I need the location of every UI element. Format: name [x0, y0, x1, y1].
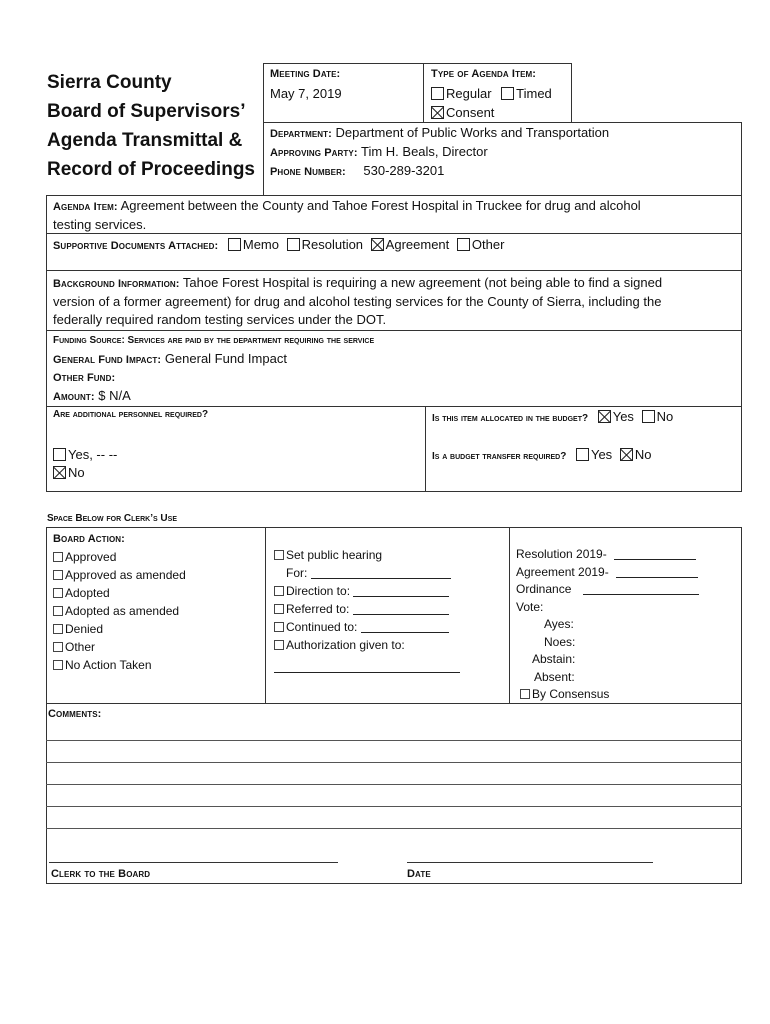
action-label: Other [65, 640, 96, 654]
action-label: Adopted [65, 586, 110, 600]
regular-label: Regular [446, 86, 492, 101]
divider [46, 330, 742, 331]
comment-line[interactable] [46, 784, 742, 785]
comment-line[interactable] [46, 740, 742, 741]
divider [46, 233, 742, 234]
approving-value[interactable]: Tim H. Beals, Director [361, 144, 488, 159]
clerk-signature-label: Clerk to the Board [51, 868, 151, 880]
budget-yes-checkbox[interactable] [598, 410, 611, 423]
authorization-field[interactable] [274, 661, 460, 673]
other-action-checkbox[interactable] [53, 642, 63, 652]
personnel-question: Are additional personnel required? [53, 409, 209, 420]
clerk-signature-line[interactable] [49, 862, 338, 863]
regular-checkbox[interactable] [431, 87, 444, 100]
funding-source-label: Funding Source: Services are paid by the department requiring the service [53, 335, 375, 346]
phone-value[interactable]: 530-289-3201 [363, 163, 445, 178]
department-label: Department: [270, 128, 332, 140]
transfer-question: Is a budget transfer required? [432, 451, 567, 462]
personnel-section [53, 409, 208, 420]
agreement-number-field[interactable] [616, 566, 698, 578]
comments-label: Comments: [48, 708, 102, 720]
vertical-divider [265, 527, 266, 703]
board-action-label: Board Action: [53, 533, 125, 545]
agreement-label: Agreement [385, 237, 450, 252]
adopted-checkbox[interactable] [53, 588, 63, 598]
referred-checkbox[interactable] [274, 604, 284, 614]
agreement-checkbox[interactable] [371, 238, 384, 251]
phone-label: Phone Number: [270, 166, 346, 178]
action-label: Denied [65, 622, 104, 636]
personnel-no-checkbox[interactable] [53, 466, 66, 479]
set-hearing-checkbox[interactable] [274, 550, 284, 560]
personnel-no-label: No [68, 465, 85, 480]
resolution-number-field[interactable] [614, 548, 696, 560]
vertical-divider [509, 527, 510, 703]
memo-checkbox[interactable] [228, 238, 241, 251]
resolution-checkbox[interactable] [287, 238, 300, 251]
divider [46, 703, 742, 704]
hearing-column [274, 546, 460, 676]
resolution-column [516, 546, 699, 704]
transfer-no-checkbox[interactable] [620, 448, 633, 461]
direction-field[interactable] [353, 585, 449, 597]
agenda-item-label: Agenda Item: [53, 201, 118, 213]
consent-checkbox[interactable] [431, 106, 444, 119]
timed-checkbox[interactable] [501, 87, 514, 100]
funding-section [53, 332, 733, 406]
agreement-number-label: Agreement 2019- [516, 564, 609, 579]
ayes-label: Ayes: [544, 617, 574, 631]
agenda-item-line-1[interactable]: Agreement between the County and Tahoe Forest Hospital in Truckee for drug and alcohol [120, 198, 641, 213]
consensus-label: By Consensus [532, 687, 610, 701]
background-label: Background Information: [53, 278, 180, 290]
absent-label: Absent: [534, 669, 575, 684]
resolution-label: Resolution [301, 237, 364, 252]
title-line-3: Agenda Transmittal & [47, 130, 243, 151]
date-signature-line[interactable] [407, 862, 653, 863]
budget-question: Is this item allocated in the budget? [432, 413, 589, 424]
meeting-date-label: Meeting Date: [270, 68, 341, 80]
authorization-checkbox[interactable] [274, 640, 284, 650]
background-line-2[interactable]: version of a former agreement) for drug and alcohol testing services for the County of Sierra, including the [53, 294, 662, 309]
transfer-no-label: No [634, 447, 652, 462]
action-item[interactable] [53, 620, 186, 638]
for-label: For: [286, 566, 308, 580]
action-label: Approved as amended [65, 568, 186, 582]
title-line-4: Record of Proceedings [47, 159, 255, 180]
meeting-date-value[interactable]: May 7, 2019 [270, 86, 342, 101]
authorization-label: Authorization given to: [286, 638, 405, 652]
referred-label: Referred to: [286, 602, 350, 616]
comment-line[interactable] [46, 806, 742, 807]
general-fund-label: General Fund Impact: [53, 354, 162, 366]
denied-checkbox[interactable] [53, 624, 63, 634]
background-line-3[interactable]: federally required random testing services under the DOT. [53, 312, 387, 327]
noes-label: Noes: [544, 634, 576, 649]
agenda-item-section [53, 197, 733, 234]
action-item[interactable] [53, 584, 186, 602]
title-line-2: Board of Supervisors’ [47, 101, 246, 122]
amount-label: Amount: [53, 391, 95, 403]
action-label: Approved [65, 550, 117, 564]
referred-field[interactable] [353, 603, 449, 615]
agenda-item-line-2[interactable]: testing services. [53, 217, 147, 232]
direction-label: Direction to: [286, 584, 351, 598]
approved-amended-checkbox[interactable] [53, 570, 63, 580]
budget-yes-label: Yes [612, 409, 634, 424]
vertical-divider [425, 406, 426, 492]
other-fund-label: Other Fund: [53, 372, 116, 384]
consent-label: Consent [446, 105, 495, 120]
background-section [53, 274, 738, 329]
meeting-date-box [263, 63, 424, 123]
action-item[interactable] [53, 566, 186, 584]
comment-line[interactable] [46, 762, 742, 763]
action-label: Adopted as amended [65, 604, 180, 618]
transfer-yes-label: Yes [590, 447, 613, 462]
budget-no-checkbox[interactable] [642, 410, 655, 423]
memo-label: Memo [242, 237, 279, 252]
action-item[interactable] [53, 656, 186, 674]
comment-line[interactable] [46, 828, 742, 829]
personnel-yes-checkbox[interactable] [53, 448, 66, 461]
set-hearing-label: Set public hearing [286, 548, 383, 562]
general-fund-value[interactable]: General Fund Impact [164, 351, 287, 366]
date-signature-label: Date [407, 868, 431, 880]
divider [46, 270, 742, 271]
other-label: Other [471, 237, 505, 252]
clerk-space-label: Space Below for Clerk’s Use [47, 513, 177, 524]
continued-field[interactable] [361, 621, 449, 633]
continued-label: Continued to: [286, 620, 358, 634]
adopted-amended-checkbox[interactable] [53, 606, 63, 616]
background-line-1[interactable]: Tahoe Forest Hospital is requiring a new agreement (not being able to find a signed [182, 275, 663, 290]
action-item[interactable] [53, 548, 186, 566]
agenda-type-box [423, 63, 572, 123]
amount-value[interactable]: $ N/A [98, 388, 131, 403]
approved-checkbox[interactable] [53, 552, 63, 562]
department-box [263, 122, 742, 196]
vote-label: Vote: [516, 599, 544, 614]
consensus-checkbox[interactable] [520, 689, 530, 699]
approving-label: Approving Party: [270, 147, 358, 159]
abstain-label: Abstain: [532, 652, 576, 666]
for-field[interactable] [311, 567, 451, 579]
continued-checkbox[interactable] [274, 622, 284, 632]
form-title [47, 68, 257, 184]
supporting-docs-row [53, 236, 504, 255]
action-label: No Action Taken [65, 658, 152, 672]
other-checkbox[interactable] [457, 238, 470, 251]
title-line-1: Sierra County [47, 72, 172, 93]
no-action-checkbox[interactable] [53, 660, 63, 670]
board-action-column [53, 530, 186, 674]
timed-label: Timed [516, 86, 552, 101]
department-value[interactable]: Department of Public Works and Transportation [335, 125, 610, 140]
ordinance-field[interactable] [583, 583, 699, 595]
divider [46, 406, 742, 407]
personnel-yes-label: Yes, -- -- [68, 447, 118, 462]
direction-checkbox[interactable] [274, 586, 284, 596]
ordinance-label: Ordinance [516, 582, 572, 596]
transfer-yes-checkbox[interactable] [576, 448, 589, 461]
action-item[interactable] [53, 638, 186, 656]
supporting-docs-label: Supportive Documents Attached: [53, 240, 219, 252]
budget-no-label: No [656, 409, 674, 424]
resolution-number-label: Resolution 2019- [516, 547, 607, 561]
action-item[interactable] [53, 602, 186, 620]
agenda-type-label: Type of Agenda Item: [431, 68, 537, 80]
